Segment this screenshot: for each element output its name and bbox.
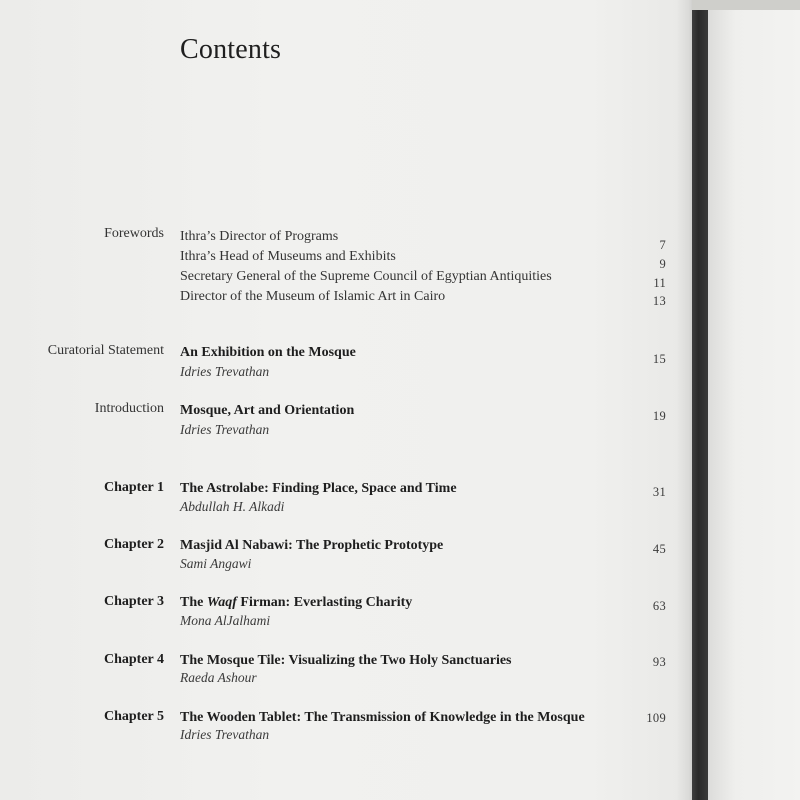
page-title: Contents [180,34,282,65]
book-spine-edge [692,0,708,800]
entry-author: Abdullah H. Alkadi [180,499,285,514]
entry-author: Mona AlJalhami [180,613,271,628]
section-label-curatorial-statement: Curatorial Statement [47,343,164,358]
section-label-forewords: Forewords [104,226,164,241]
chapter-label: Chapter 1 [103,480,164,495]
entry-title-part: Firman: Everlasting Charity [236,595,413,610]
entry-author: Idries Trevathan [180,422,270,437]
entry-title: The Mosque Tile: Visualizing the Two Holy Sanctuaries [180,653,512,668]
page-number: 45 [652,542,666,556]
foreword-item: Ithra’s Head of Museums and Exhibits [180,249,396,264]
entry-author: Idries Trevathan [180,727,270,742]
chapter-label: Chapter 3 [103,594,164,609]
page-number: 63 [652,599,666,613]
entry-title: The Astrolabe: Finding Place, Space and Time [180,481,457,496]
entry-title-italic: Waqf [206,595,237,610]
entry-title [180,595,412,611]
chapter-label: Chapter 5 [103,709,164,724]
page-number: 31 [652,485,666,499]
page-number: 19 [652,409,666,423]
section-label-introduction: Introduction [94,401,164,416]
page-number: 15 [652,352,666,366]
page-number: 109 [646,711,666,725]
entry-title: An Exhibition on the Mosque [180,345,356,360]
page-number: 13 [652,294,666,308]
page-number: 93 [652,655,666,669]
entry-title: Mosque, Art and Orientation [180,403,355,418]
foreword-item: Director of the Museum of Islamic Art in Cairo [180,289,446,304]
entry-title: Masjid Al Nabawi: The Prophetic Prototype [180,538,444,553]
entry-title-part: The [180,595,207,610]
entry-author: Idries Trevathan [180,364,270,379]
page-number: 11 [653,276,666,290]
foreword-item: Ithra’s Director of Programs [180,229,339,244]
page-number: 7 [659,238,666,252]
entry-author: Sami Angawi [180,556,252,571]
chapter-label: Chapter 4 [103,652,164,667]
entry-title: The Wooden Tablet: The Transmission of Knowledge in the Mosque [180,710,585,725]
foreword-item: Secretary General of the Supreme Council of Egyptian Antiquities [180,269,552,284]
entry-author: Raeda Ashour [180,670,257,685]
adjacent-page [708,10,800,800]
page-number: 9 [659,257,666,271]
background-surface [692,0,800,10]
chapter-label: Chapter 2 [103,537,164,552]
